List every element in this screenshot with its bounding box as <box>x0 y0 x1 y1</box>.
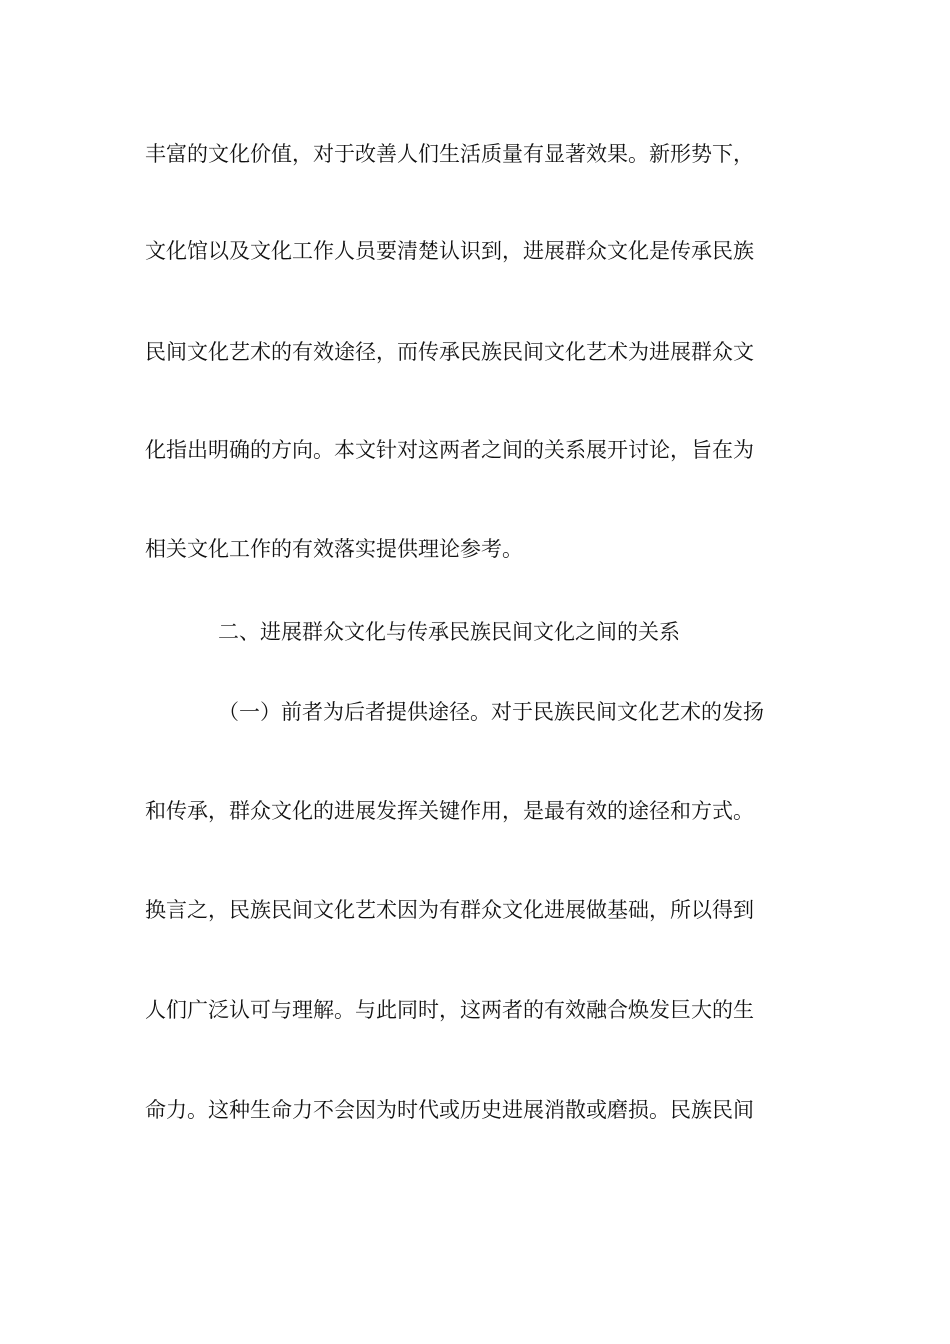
paragraph-line: 和传承，群众文化的进展发挥关键作用，是最有效的途径和方式。 <box>145 799 754 823</box>
paragraph-line: 命力。这种生命力不会因为时代或历史进展消散或磨损。民族民间 <box>145 1098 754 1122</box>
paragraph-line: 丰富的文化价值，对于改善人们生活质量有显著效果。新形势下， <box>145 142 754 166</box>
paragraph-line: 文化馆以及文化工作人员要清楚认识到，进展群众文化是传承民族 <box>145 239 754 263</box>
paragraph-line: （一）前者为后者提供途径。对于民族民间文化艺术的发扬 <box>218 700 764 724</box>
paragraph-line: 换言之，民族民间文化艺术因为有群众文化进展做基础，所以得到 <box>145 898 754 922</box>
paragraph-line: 人们广泛认可与理解。与此同时，这两者的有效融合焕发巨大的生 <box>145 998 754 1022</box>
paragraph-line: 化指出明确的方向。本文针对这两者之间的关系展开讨论，旨在为 <box>145 438 754 462</box>
paragraph-line: 相关文化工作的有效落实提供理论参考。 <box>145 537 523 561</box>
paragraph-line: 民间文化艺术的有效途径，而传承民族民间文化艺术为进展群众文 <box>145 340 754 364</box>
section-heading: 二、进展群众文化与传承民族民间文化之间的关系 <box>218 620 680 644</box>
